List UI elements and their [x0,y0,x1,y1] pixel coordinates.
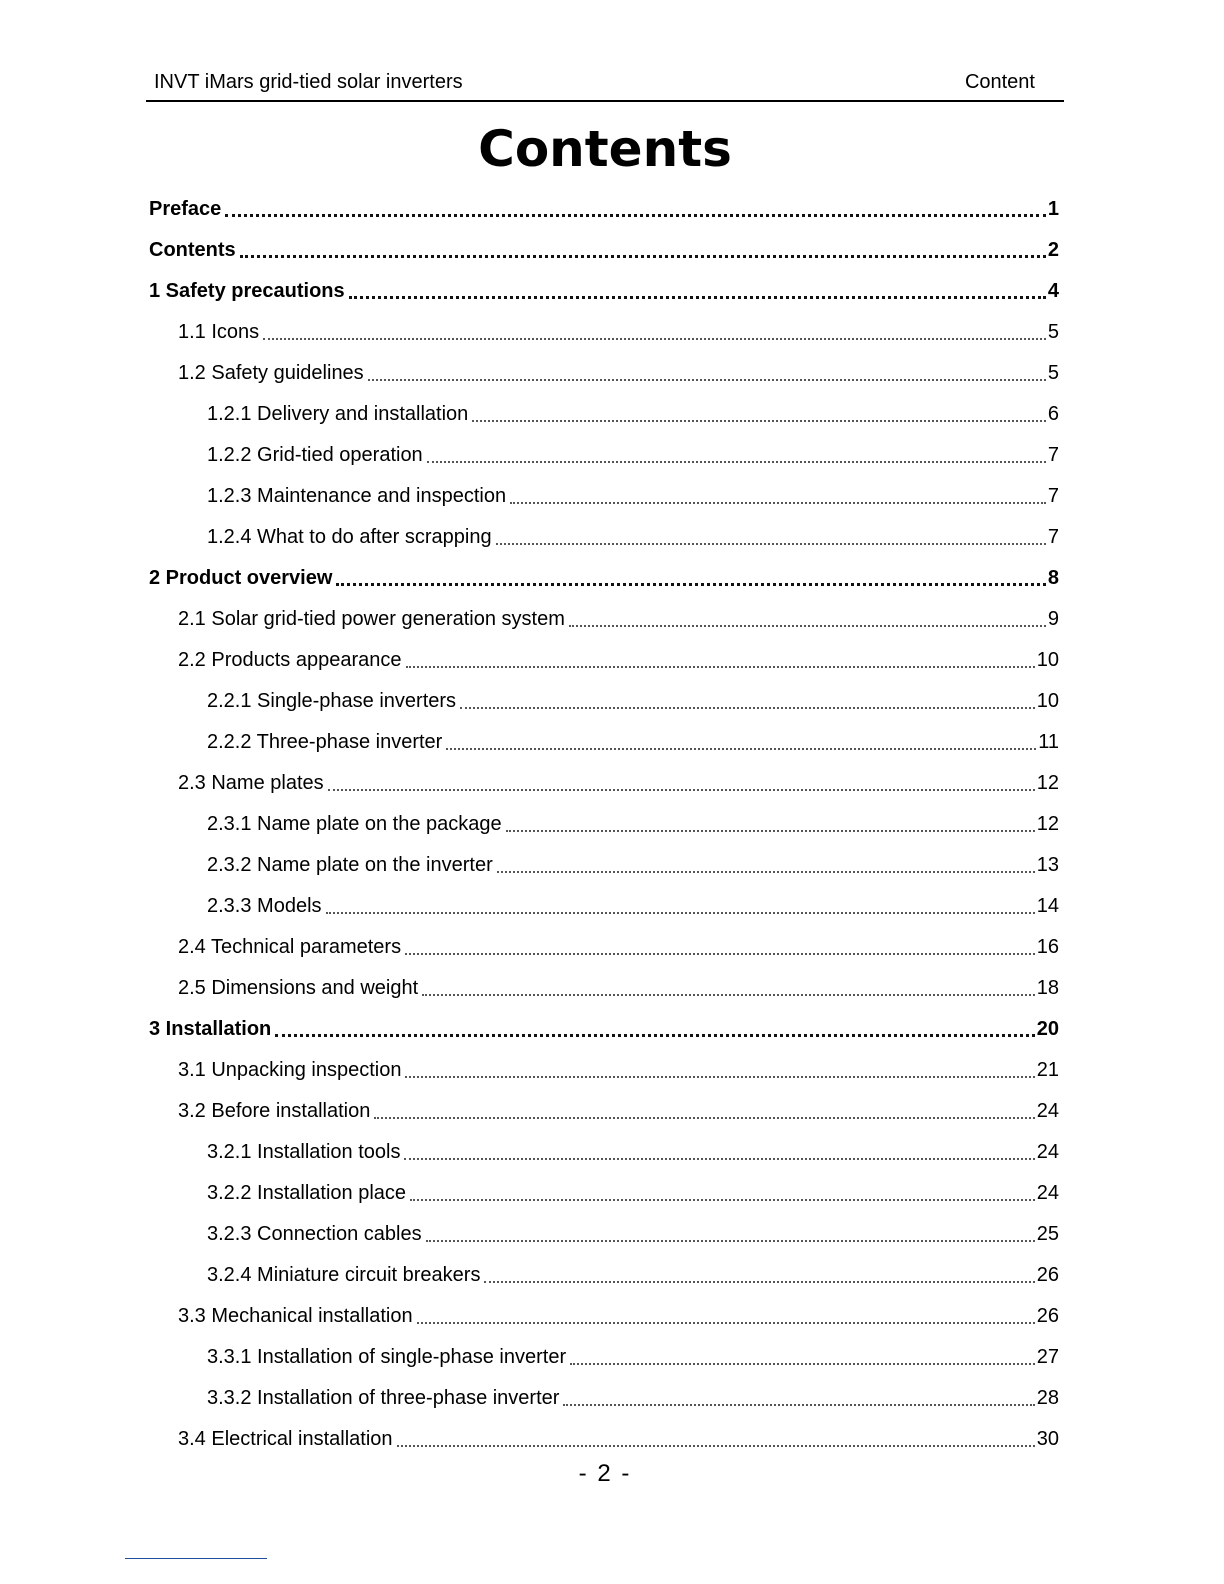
toc-entry[interactable] [149,475,1059,516]
dot-leader [497,871,1035,873]
dot-leader [405,953,1035,955]
dot-leader [484,1281,1034,1283]
toc-entry[interactable] [149,598,1059,639]
toc-entry-label: 1.2.1 Delivery and installation [207,402,469,425]
toc-entry-label: 3.2.2 Installation place [207,1181,407,1204]
dot-leader [472,420,1046,422]
toc-entry-page: 26 [1036,1304,1059,1327]
toc-entry-label: 2.2 Products appearance [178,648,402,671]
toc-entry-page: 30 [1036,1427,1059,1450]
toc-entry-page: 13 [1036,853,1059,876]
toc-entry-page: 5 [1047,320,1059,343]
toc-entry-page: 21 [1036,1058,1059,1081]
dot-leader [410,1199,1035,1201]
toc-entry-label: 1.2.2 Grid-tied operation [207,443,423,466]
toc-entry-label: 2 Product overview [149,566,333,589]
toc-entry-label: 1.2.3 Maintenance and inspection [207,484,507,507]
toc-entry-label: 3 Installation [149,1017,272,1040]
dot-leader [404,1158,1034,1160]
dot-leader [427,461,1046,463]
toc-entry-page: 12 [1036,771,1059,794]
dot-leader [422,994,1035,996]
toc-entry[interactable] [149,270,1059,311]
toc-entry-page: 6 [1047,402,1059,425]
toc-entry-page: 18 [1036,976,1059,999]
toc-entry-page: 24 [1036,1181,1059,1204]
toc-entry[interactable] [149,352,1059,393]
toc-entry[interactable] [149,1008,1059,1049]
dot-leader [263,338,1046,340]
toc-entry[interactable] [149,1213,1059,1254]
toc-entry-page: 10 [1036,648,1059,671]
section-header-label: Content [964,71,1035,93]
dot-leader [397,1445,1035,1447]
toc-entry-label: 3.2.1 Installation tools [207,1140,401,1163]
dot-leader [460,707,1035,709]
toc-entry[interactable] [149,1418,1059,1459]
toc-entry-page: 1 [1047,197,1059,220]
page-number: - 2 - [578,1460,632,1487]
toc-entry-label: 2.5 Dimensions and weight [178,976,419,999]
dot-leader [225,214,1046,217]
toc-entry-page: 4 [1047,279,1059,302]
dot-leader [275,1034,1035,1037]
toc-entry-page: 20 [1036,1017,1059,1040]
dot-leader [570,1363,1035,1365]
toc-entry[interactable] [149,188,1059,229]
toc-entry[interactable] [149,885,1059,926]
dot-leader [569,625,1046,627]
toc-entry[interactable] [149,762,1059,803]
toc-entry-label: 2.3.2 Name plate on the inverter [207,853,493,876]
toc-entry-label: 3.3.1 Installation of single-phase inverter [207,1345,567,1368]
toc-entry-label: 1.2 Safety guidelines [178,361,364,384]
toc-entry[interactable] [149,516,1059,557]
toc-entry-label: 3.4 Electrical installation [178,1427,393,1450]
toc-entry[interactable] [149,1377,1059,1418]
toc-entry[interactable] [149,434,1059,475]
toc-entry-label: 3.1 Unpacking inspection [178,1058,402,1081]
toc-entry-label: 2.2.1 Single-phase inverters [207,689,457,712]
dot-leader [349,296,1046,299]
toc-entry[interactable] [149,844,1059,885]
running-header [146,68,1064,102]
dot-leader [374,1117,1034,1119]
toc-entry[interactable] [149,803,1059,844]
toc-entry-page: 7 [1047,525,1059,548]
toc-entry[interactable] [149,680,1059,721]
document-header-title: INVT iMars grid-tied solar inverters [154,71,463,93]
toc-entry-label: 2.3.3 Models [207,894,322,917]
toc-entry-label: 3.3.2 Installation of three-phase inverter [207,1386,560,1409]
dot-leader [446,748,1036,750]
toc-entry-page: 26 [1036,1263,1059,1286]
toc-entry[interactable] [149,639,1059,680]
toc-entry[interactable] [149,1131,1059,1172]
toc-entry-label: 3.2.4 Miniature circuit breakers [207,1263,481,1286]
dot-leader [563,1404,1034,1406]
toc-entry-label: 2.1 Solar grid-tied power generation system [178,607,565,630]
page-title: Contents [478,120,732,178]
toc-entry-page: 11 [1038,730,1059,753]
dot-leader [368,379,1046,381]
table-of-contents [149,188,1059,1459]
toc-entry-label: 3.2.3 Connection cables [207,1222,422,1245]
dot-leader [240,255,1046,258]
dot-leader [506,830,1035,832]
toc-entry[interactable] [149,1049,1059,1090]
toc-entry-page: 5 [1047,361,1059,384]
toc-entry-page: 16 [1036,935,1059,958]
toc-entry-page: 12 [1036,812,1059,835]
toc-entry[interactable] [149,1336,1059,1377]
dot-leader [417,1322,1035,1324]
toc-entry-page: 14 [1036,894,1059,917]
toc-entry-page: 7 [1047,443,1059,466]
toc-entry-label: 1.2.4 What to do after scrapping [207,525,492,548]
toc-entry-page: 10 [1036,689,1059,712]
toc-entry-label: 1 Safety precautions [149,279,345,302]
toc-entry-label: Preface [149,197,222,220]
toc-entry-label: 2.4 Technical parameters [178,935,402,958]
toc-entry-page: 24 [1036,1140,1059,1163]
toc-entry-page: 9 [1047,607,1059,630]
toc-entry[interactable] [149,721,1059,762]
footnote-separator [125,1558,267,1559]
dot-leader [496,543,1046,545]
dot-leader [406,666,1035,668]
toc-entry-page: 2 [1047,238,1059,261]
toc-entry[interactable] [149,557,1059,598]
toc-entry-page: 7 [1047,484,1059,507]
toc-entry-label: 2.3 Name plates [178,771,324,794]
dot-leader [326,912,1035,914]
toc-entry-page: 25 [1036,1222,1059,1245]
dot-leader [510,502,1046,504]
toc-entry-page: 8 [1047,566,1059,589]
toc-entry[interactable] [149,1090,1059,1131]
toc-entry[interactable] [149,311,1059,352]
toc-entry[interactable] [149,393,1059,434]
toc-entry-label: 3.2 Before installation [178,1099,371,1122]
toc-entry-page: 28 [1036,1386,1059,1409]
toc-entry[interactable] [149,967,1059,1008]
toc-entry[interactable] [149,1172,1059,1213]
toc-entry[interactable] [149,926,1059,967]
dot-leader [328,789,1035,791]
toc-entry-page: 24 [1036,1099,1059,1122]
dot-leader [426,1240,1035,1242]
toc-entry-label: 1.1 Icons [178,320,260,343]
dot-leader [405,1076,1034,1078]
toc-entry-label: 2.3.1 Name plate on the package [207,812,502,835]
toc-entry-label: 3.3 Mechanical installation [178,1304,413,1327]
toc-entry[interactable] [149,1254,1059,1295]
toc-entry-label: Contents [149,238,236,261]
dot-leader [336,583,1045,586]
toc-entry[interactable] [149,229,1059,270]
toc-entry[interactable] [149,1295,1059,1336]
toc-entry-label: 2.2.2 Three-phase inverter [207,730,443,753]
toc-entry-page: 27 [1036,1345,1059,1368]
